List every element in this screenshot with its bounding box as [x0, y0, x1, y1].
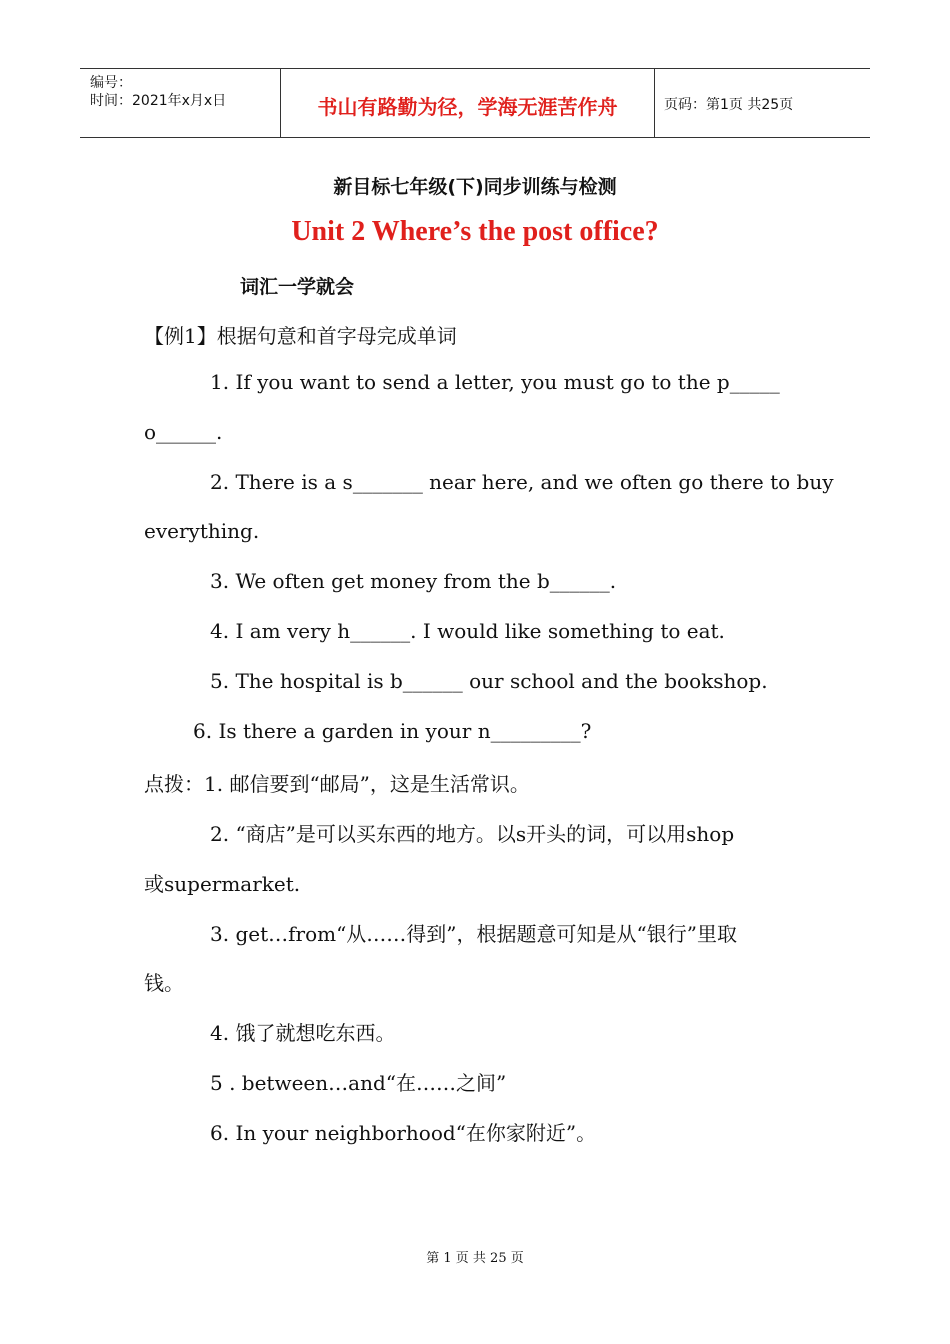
hint-2-line-1: 2. “商店”是可以买东西的地方。以s开头的词，可以用shop	[210, 822, 735, 846]
question-1-line-2: o______.	[144, 420, 223, 444]
header-motto-cell	[280, 69, 655, 137]
question-2-line-1: 2. There is a s_______ near here, and we often go there to buy	[210, 470, 834, 494]
header-page-cell	[654, 69, 870, 137]
motto: 书山有路勤为径，学海无涯苦作舟	[317, 95, 618, 119]
page-code: 页码：第1页 共25页	[664, 97, 794, 113]
question-4: 4. I am very h______. I would like something to eat.	[210, 619, 725, 643]
unit-title: Unit 2 Where’s the post office?	[291, 216, 659, 247]
question-2-line-2: everything.	[144, 519, 260, 543]
question-5: 5. The hospital is b______ our school and the bookshop.	[210, 669, 768, 693]
hint-5: 5 . between…and“在……之间”	[210, 1071, 507, 1095]
section-title: 词汇一学就会	[240, 276, 355, 298]
example-heading: 【例1】根据句意和首字母完成单词	[144, 324, 457, 348]
hint-3-line-2: 钱。	[144, 971, 184, 995]
doc-title: 新目标七年级(下)同步训练与检测	[333, 176, 617, 198]
hint-2-line-2: 或supermarket.	[144, 872, 301, 896]
hint-3-line-1: 3. get…from“从……得到”，根据题意可知是从“银行”里取	[210, 922, 737, 946]
hint-4: 4. 饿了就想吃东西。	[210, 1021, 396, 1045]
hint-6: 6. In your neighborhood“在你家附近”。	[210, 1121, 597, 1145]
question-1-line-1: 1. If you want to send a letter, you must go to the p_____	[210, 370, 780, 394]
page-footer: 第 1 页 共 25 页	[426, 1251, 524, 1266]
serial-label: 编号：	[90, 75, 132, 91]
header-meta-cell	[80, 69, 280, 137]
question-6: 6. Is there a garden in your n_________?	[193, 719, 592, 743]
question-3: 3. We often get money from the b______.	[210, 569, 617, 593]
header-table	[80, 68, 870, 138]
hint-1: 点拨：1. 邮信要到“邮局”，这是生活常识。	[144, 772, 530, 796]
time-label: 时间：2021年x月x日	[90, 93, 227, 109]
